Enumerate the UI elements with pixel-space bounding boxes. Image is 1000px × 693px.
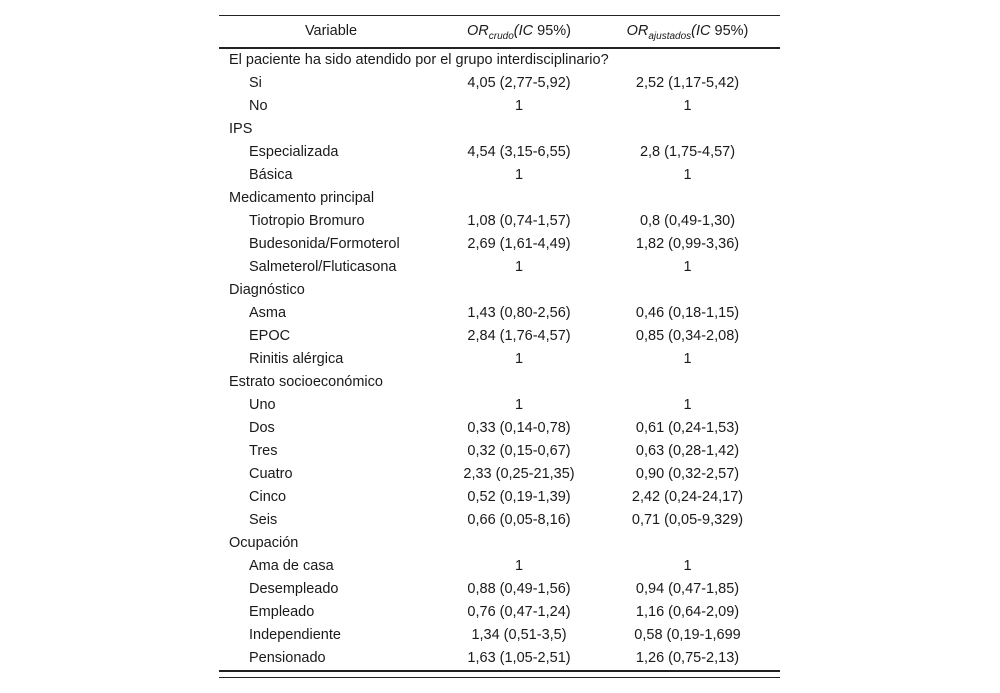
table-row (219, 302, 780, 325)
adjusted-or-value: 0,94 (0,47-1,85) (635, 581, 740, 597)
or-label: OR (626, 23, 649, 39)
group-title: Diagnóstico (229, 282, 305, 298)
crude-or-value: 4,54 (3,15-6,55) (467, 144, 571, 160)
group-title: IPS (229, 121, 253, 137)
row-label: Desempleado (249, 581, 339, 597)
crude-or-value: 0,33 (0,14-0,78) (467, 420, 571, 436)
ci-open: (IC (691, 23, 711, 39)
crude-or-value: 1 (514, 558, 524, 574)
row-label: Uno (249, 397, 276, 413)
row-label: Pensionado (249, 650, 326, 666)
table-row (219, 233, 780, 256)
crude-or-value: 1 (514, 98, 524, 114)
adjusted-or-value: 1 (683, 167, 692, 183)
row-label: Empleado (249, 604, 315, 620)
row-label: Básica (249, 167, 293, 183)
table-row (219, 210, 780, 233)
ci-close: 95%) (533, 23, 571, 39)
crude-or-value: 1 (514, 259, 524, 275)
table-row (219, 256, 780, 279)
row-label: Si (249, 75, 262, 91)
table-row (219, 486, 780, 509)
crude-or-value: 1 (514, 351, 524, 367)
row-label: EPOC (249, 328, 291, 344)
crude-or-value: 1,63 (1,05-2,51) (467, 650, 571, 666)
table-row (219, 440, 780, 463)
table-row (219, 601, 780, 624)
row-label: No (249, 98, 268, 114)
crude-or-value: 2,84 (1,76-4,57) (467, 328, 571, 344)
table-row (219, 509, 780, 532)
adjusted-or-value: 1 (683, 558, 692, 574)
row-label: Cinco (249, 489, 287, 505)
adjusted-or-value: 1 (683, 351, 692, 367)
row-label: Independiente (249, 627, 341, 643)
adjusted-or-value: 1,82 (0,99-3,36) (635, 236, 740, 252)
table-row (219, 325, 780, 348)
crude-or-value: 4,05 (2,77-5,92) (467, 75, 571, 91)
adjusted-or-value: 0,58 (0,19-1,699 (634, 627, 741, 643)
header-or-crude (443, 16, 595, 47)
group-title: Estrato socioeconómico (229, 374, 383, 390)
adjusted-or-value: 0,8 (0,49-1,30) (639, 213, 736, 229)
table-row (219, 164, 780, 187)
header-or-adjusted (595, 16, 780, 47)
crude-or-value: 2,69 (1,61-4,49) (467, 236, 571, 252)
adjusted-or-value: 0,63 (0,28-1,42) (635, 443, 740, 459)
table-row (219, 578, 780, 601)
row-label: Cuatro (249, 466, 293, 482)
table-bottom-rule (219, 670, 780, 672)
crude-or-value: 1,34 (0,51-3,5) (471, 627, 567, 643)
crude-or-value: 1 (514, 397, 524, 413)
adjusted-or-value: 1,26 (0,75-2,13) (635, 650, 740, 666)
crude-or-value: 2,33 (0,25-21,35) (463, 466, 575, 482)
table-header (219, 16, 780, 47)
crude-or-value: 0,88 (0,49-1,56) (467, 581, 571, 597)
or-label: OR (467, 23, 489, 39)
row-label: Ama de casa (249, 558, 334, 574)
group-title: Medicamento principal (229, 190, 375, 206)
crude-or-value: 1,43 (0,80-2,56) (467, 305, 571, 321)
row-label: Tres (249, 443, 278, 459)
crude-or-value: 0,76 (0,47-1,24) (467, 604, 571, 620)
adjusted-or-value: 0,46 (0,18-1,15) (635, 305, 740, 321)
row-label: Dos (249, 420, 275, 436)
ci-close: 95%) (710, 23, 749, 39)
table-bottom-rule-thin (219, 677, 780, 678)
row-label: Seis (249, 512, 278, 528)
adjusted-or-value: 2,42 (0,24-24,17) (631, 489, 744, 505)
row-label: Tiotropio Bromuro (249, 213, 365, 229)
crude-or-value: 1 (514, 167, 524, 183)
crude-or-value: 0,52 (0,19-1,39) (467, 489, 571, 505)
crude-or-value: 0,32 (0,15-0,67) (467, 443, 571, 459)
row-label: Rinitis alérgica (249, 351, 344, 367)
crude-or-value: 0,66 (0,05-8,16) (467, 512, 571, 528)
crude-subscript: crudo (488, 31, 514, 42)
adjusted-or-value: 2,52 (1,17-5,42) (635, 75, 740, 91)
adjusted-subscript: ajustados (648, 31, 692, 42)
table-row (219, 624, 780, 647)
table-body (219, 49, 780, 670)
table-row (219, 348, 780, 371)
adjusted-or-value: 1,16 (0,64-2,09) (635, 604, 740, 620)
table-row (219, 463, 780, 486)
table-row (219, 647, 780, 670)
adjusted-or-value: 2,8 (1,75-4,57) (639, 144, 736, 160)
adjusted-or-value: 1 (683, 397, 692, 413)
adjusted-or-value: 0,71 (0,05-9,329) (631, 512, 744, 528)
row-label: Asma (249, 305, 287, 321)
table-row (219, 72, 780, 95)
adjusted-or-value: 1 (683, 98, 692, 114)
adjusted-or-value: 0,90 (0,32-2,57) (635, 466, 740, 482)
table-row (219, 141, 780, 164)
header-variable: Variable (304, 23, 358, 39)
adjusted-or-value: 0,61 (0,24-1,53) (635, 420, 740, 436)
table-row (219, 417, 780, 440)
group-title: Ocupación (229, 535, 299, 551)
adjusted-or-value: 0,85 (0,34-2,08) (635, 328, 740, 344)
row-label: Budesonida/Formoterol (249, 236, 400, 252)
table-row (219, 394, 780, 417)
group-title: El paciente ha sido atendido por el grupo interdisciplinario? (229, 52, 609, 68)
table-row (219, 95, 780, 118)
table-row (219, 555, 780, 578)
adjusted-or-value: 1 (683, 259, 692, 275)
ci-open: (IC (513, 23, 534, 39)
row-label: Especializada (249, 144, 339, 160)
row-label: Salmeterol/Fluticasona (249, 259, 397, 275)
crude-or-value: 1,08 (0,74-1,57) (467, 213, 571, 229)
